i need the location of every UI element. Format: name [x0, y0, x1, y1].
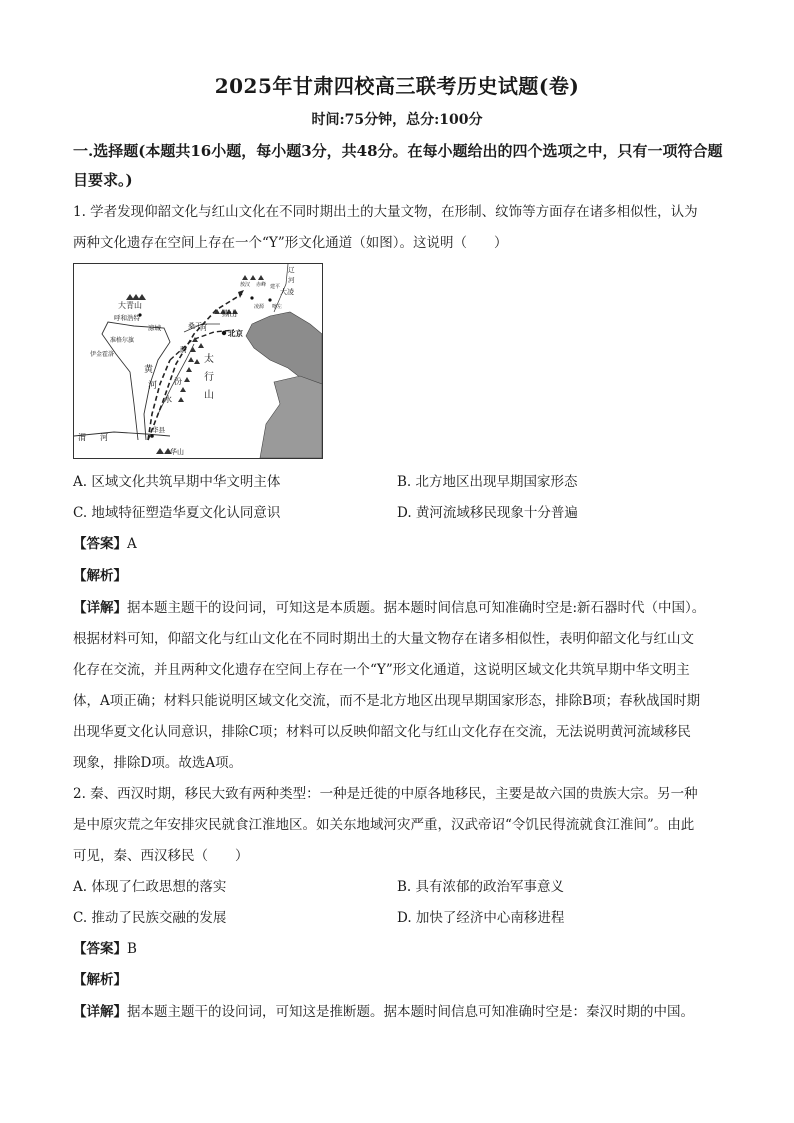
q1-stem-line-2: 两种文化遗存在空间上存在一个“Y”形文化通道（如图）。这说明（ ）: [73, 235, 508, 251]
map-label-sanggan-river: 河: [200, 324, 207, 332]
map-label-beijing: 北京: [228, 329, 243, 338]
map-label-hohhot: 呼和浩特: [114, 314, 140, 322]
map-label-chifeng: 赤峰: [256, 282, 267, 288]
map-label-taihang-2: 行: [204, 372, 214, 383]
map-label-yijinhuoluo: 伊金霍洛: [90, 351, 115, 358]
map-label-huanghe: 河: [148, 381, 158, 391]
q1-analysis-text: 【解析】: [73, 568, 127, 584]
q2-detail-line-1: [73, 1002, 694, 1022]
map-label-jianping: 建平: [270, 284, 281, 290]
eastern-sea-region: [260, 376, 322, 458]
map-label-yu: 蔚: [180, 346, 187, 354]
q2-stem-line-1: 2. 秦、西汉时期，移民大致有两种类型：一种是迁徙的中原各地移民，主要是故六国的贵族大宗。另一种: [73, 786, 698, 802]
map-label-taihang-1: 太: [204, 354, 214, 365]
map-label-sanggan: 桑干: [188, 322, 202, 330]
q1-answer-label: 【答案】: [73, 536, 127, 552]
q1-detail-text-1: 据本题主题干的设问词，可知这是本质题。据本题时间信息可知准确时空是:新石器时代（中国）。: [127, 600, 706, 616]
q1-detail-label: 【详解】: [73, 600, 127, 616]
map-label-weihe: 河: [100, 433, 108, 442]
q1-detail-line-5: 出现华夏文化认同意识，排除C项；材料可以反映仰韶文化与红山文化存在交流，无法说明黄河流域移民: [73, 724, 691, 740]
q1-detail-line-3: 化存在交流，并且两种文化遗存在空间上存在一个“Y”形文化通道，这说明区域文化共筑早期中华文明主: [73, 662, 690, 678]
q1-option-d: D. 黄河流域移民现象十分普遍: [397, 505, 578, 521]
map-label-zhungeer: 准格尔旗: [110, 337, 135, 344]
q1-option-b: B. 北方地区出现早期国家形态: [397, 474, 578, 490]
corridor-arrow-head: [238, 290, 244, 298]
map-label-yanshan: 燕山: [222, 309, 237, 318]
map-label-liao-river: 河: [288, 276, 295, 284]
map-label-taihang-3: 山: [204, 390, 214, 401]
map-label-kazuo: 喀左: [272, 304, 283, 310]
q1-analysis-label: [73, 566, 127, 586]
q2-answer: [73, 939, 137, 959]
q1-answer: [73, 534, 137, 554]
y-corridor-map: [73, 263, 323, 459]
q2-analysis-text: 【解析】: [73, 972, 127, 988]
q2-option-d: D. 加快了经济中心南移进程: [397, 910, 565, 926]
q2-detail-text-1: 据本题主题干的设问词，可知这是推断题。据本题时间信息可知准确时空是：秦汉时期的中国。: [127, 1004, 694, 1020]
q1-option-a: A. 区域文化共筑早期中华文明主体: [73, 474, 281, 490]
map-figure: [74, 264, 322, 458]
map-label-daling: 大凌: [280, 288, 294, 296]
map-label-fen: 汾: [174, 377, 182, 386]
q2-answer-label: 【答案】: [73, 941, 127, 957]
q2-answer-value: B: [127, 941, 137, 957]
map-label-wei: 渭: [78, 433, 86, 442]
q1-option-c: C. 地域特征塑造华夏文化认同意识: [73, 505, 281, 521]
exam-time-info: 时间:75分钟，总分:100分: [311, 112, 483, 128]
q1-detail-line-1: [73, 598, 705, 618]
q2-stem-line-2: 是中原灾荒之年安排灾民就食江淮地区。如关东地域河灾严重，汉武帝诏“令饥民得流就食江淮间”。由此: [73, 817, 695, 833]
map-label-aohan: 敖汉: [240, 282, 251, 288]
q1-stem-line-1: 1. 学者发现仰韶文化与红山文化在不同时期出土的大量文物，在形制、纹饰等方面存在诸多相似性，认为: [73, 204, 698, 220]
q1-detail-line-2: 根据材料可知，仰韶文化与红山文化在不同时期出土的大量文物存在诸多相似性，表明仰韶文化与红山文: [73, 631, 694, 647]
map-label-huang: 黄: [144, 365, 154, 375]
q2-stem-line-3: 可见，秦、西汉移民（ ）: [73, 848, 249, 864]
map-label-liangcheng: 凉城: [148, 324, 161, 332]
q2-option-c: C. 推动了民族交融的发展: [73, 910, 227, 926]
q2-option-b: B. 具有浓郁的政治军事意义: [397, 879, 565, 895]
q2-detail-label: 【详解】: [73, 1004, 127, 1020]
map-label-liao: 辽: [288, 266, 295, 274]
q2-option-a: A. 体现了仁政思想的落实: [73, 879, 227, 895]
q1-detail-line-6: 现象，排除D项。故选A项。: [73, 755, 243, 771]
map-label-huaxian: 华县: [152, 426, 165, 434]
section-heading: 一.选择题(本题共16小题，每小题3分，共48分。在每小题给出的四个选项之中，只有一项符合题目要求。): [73, 142, 723, 189]
q1-detail-line-4: 体，A项正确；材料只能说明区域文化交流，而不是北方地区出现早期国家形态，排除B项；春秋战国时期: [73, 693, 701, 709]
site-markers: [138, 296, 271, 437]
q1-answer-value: A: [127, 536, 137, 552]
page-title: 2025年甘肃四校高三联考历史试题(卷): [214, 74, 580, 98]
map-label-fenshui: 水: [164, 395, 172, 404]
q2-analysis-label: [73, 970, 127, 990]
map-label-daqingshan: 大青山: [118, 301, 142, 310]
map-label-huashan: 华山: [170, 448, 184, 456]
map-label-lingyuan: 凌源: [254, 304, 265, 310]
